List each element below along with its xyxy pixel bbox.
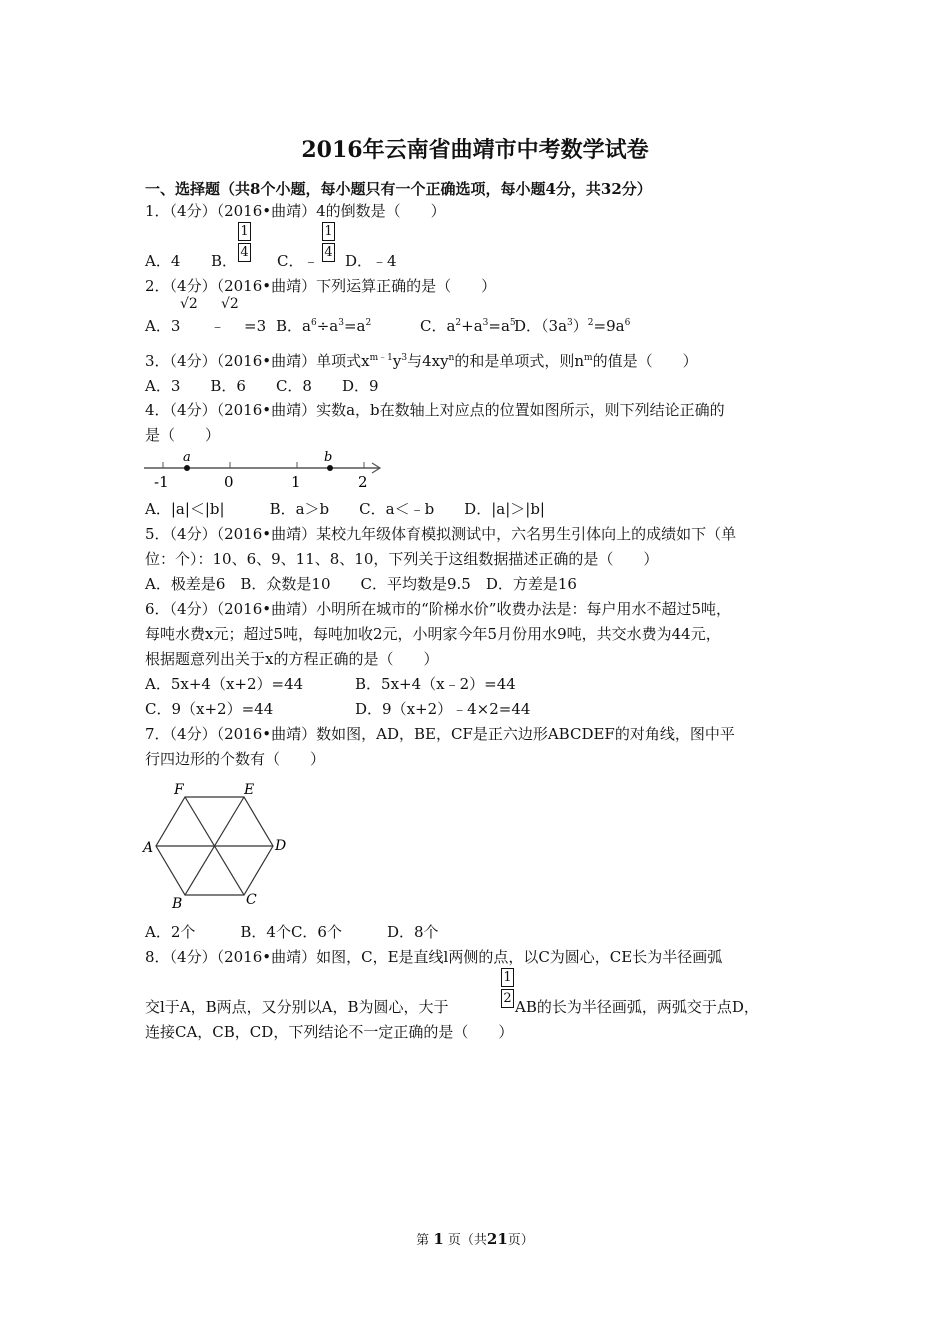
- q2-option-b: B．$a^6\div a^3=a^2$: [276, 317, 372, 335]
- q5-options: A．极差是6 B．众数是10 C．平均数是9.5 D．方差是16: [145, 575, 577, 593]
- q6-option-a: A．5x+4（x+2）=44: [145, 675, 304, 693]
- vertex-label-e: E: [244, 782, 255, 798]
- q8-line-2-suffix: AB的长为半径画弧，两弧交于点D，: [515, 998, 759, 1016]
- label-a: a: [183, 450, 191, 465]
- q4-line-1: 4．（4分）（2016•曲靖）实数a，b在数轴上对应点的位置如图所示，则下列结论正确的: [145, 401, 725, 419]
- q1-option-c: C．﹣: [277, 252, 319, 270]
- q6-line-2: 每吨水费x元；超过5吨，每吨加收2元，小明家今年5月份用水9吨，共交水费为44元，: [145, 625, 721, 643]
- q2-sqrt-2: √2: [221, 296, 239, 312]
- page-footer: 第 1 页（共21页）: [416, 1230, 534, 1248]
- q8-fraction: [501, 968, 514, 1008]
- vertex-label-c: C: [246, 892, 257, 908]
- q2-sqrt-1: √2: [180, 296, 198, 312]
- q2-option-a-minus: ﹣: [210, 317, 226, 335]
- frac-denominator: 2: [501, 989, 514, 1008]
- q6-line-1: 6．（4分）（2016•曲靖）小明所在城市的“阶梯水价”收费办法是：每户用水不超过5吨，: [145, 600, 731, 618]
- q7-line-2: 行四边形的个数有（ ）: [145, 750, 326, 768]
- page-title: 2016年云南省曲靖市中考数学试卷: [301, 137, 649, 163]
- tick-label-minus-1: -1: [154, 473, 169, 491]
- q1-option-b: B．: [211, 252, 238, 270]
- frac-denominator: 4: [238, 243, 251, 262]
- vertex-label-a: A: [143, 840, 154, 856]
- frac-denominator: 4: [322, 243, 335, 262]
- vertex-label-f: F: [174, 782, 184, 798]
- q2-option-a-prefix: A．3: [145, 317, 181, 335]
- q7-options: A．2个 B．4个C．6个 D．8个: [145, 923, 439, 941]
- q8-line-1: 8．（4分）（2016•曲靖）如图，C，E是直线l两侧的点，以C为圆心，CE长为半径画弧: [145, 948, 723, 966]
- q1-fraction-b: [238, 222, 251, 262]
- tick-label-2: 2: [358, 473, 368, 491]
- q1-fraction-c: [322, 222, 335, 262]
- vertex-label-b: B: [172, 896, 183, 912]
- label-b: b: [324, 450, 333, 465]
- q6-line-3: 根据题意列出关于x的方程正确的是（ ）: [145, 650, 439, 668]
- vertex-label-d: D: [275, 838, 287, 854]
- tick-label-0: 0: [224, 473, 234, 491]
- q6-option-c: C．9（x+2）=44: [145, 700, 274, 718]
- point-b: [327, 465, 333, 471]
- q2-stem: 2．（4分）（2016•曲靖）下列运算正确的是（ ）: [145, 277, 497, 295]
- q1-option-d: D．﹣4: [345, 252, 397, 270]
- q5-line-1: 5．（4分）（2016•曲靖）某校九年级体育模拟测试中，六名男生引体向上的成绩如下（单: [145, 525, 737, 543]
- q2-option-d: D．$(3a^3)^2=9a^6$: [514, 317, 631, 335]
- q7-line-1: 7．（4分）（2016•曲靖）数如图，AD，BE，CF是正六边形ABCDEF的对角线，图中平: [145, 725, 735, 743]
- hexagon-figure: [140, 778, 292, 914]
- q4-options: A．|a|＜|b| B．a＞b C．a＜﹣b D．|a|＞|b|: [145, 500, 545, 518]
- frac-numerator: 1: [238, 222, 251, 241]
- q1-stem: 1．（4分）（2016•曲靖）4的倒数是（ ）: [145, 202, 446, 220]
- q8-line-2-prefix: 交l于A，B两点，又分别以A，B为圆心，大于: [145, 998, 449, 1016]
- section-heading: 一、选择题（共8个小题，每小题只有一个正确选项，每小题4分，共32分）: [145, 180, 652, 198]
- q4-line-2: 是（ ）: [145, 426, 221, 444]
- frac-numerator: 1: [501, 968, 514, 987]
- q6-option-d: D．9（x+2）﹣4×2=44: [355, 700, 531, 718]
- tick-label-1: 1: [291, 473, 301, 491]
- q3-options: A．3 B．6 C．8 D．9: [145, 377, 379, 395]
- q5-line-2: 位：个）：10、6、9、11、8、10，下列关于这组数据描述正确的是（ ）: [145, 550, 659, 568]
- q8-line-3: 连接CA，CB，CD，下列结论不一定正确的是（ ）: [145, 1023, 514, 1041]
- q2-option-a-result: =3: [244, 317, 267, 335]
- q1-option-a: A．4: [145, 252, 181, 270]
- point-a: [184, 465, 190, 471]
- number-line-figure: [140, 448, 390, 492]
- page-number: 1: [433, 1230, 444, 1248]
- q6-option-b: B．5x+4（x﹣2）=44: [355, 675, 516, 693]
- q2-option-c: C．$a^2+a^3=a^5$: [420, 317, 516, 335]
- frac-numerator: 1: [322, 222, 335, 241]
- q3-stem: 3．（4分）（2016•曲靖）单项式$x^{m﹣1}y^3$与$4xy^n$的和是单项式，则$n^m$的值是（ ）: [145, 352, 698, 370]
- total-pages: 21: [486, 1230, 508, 1248]
